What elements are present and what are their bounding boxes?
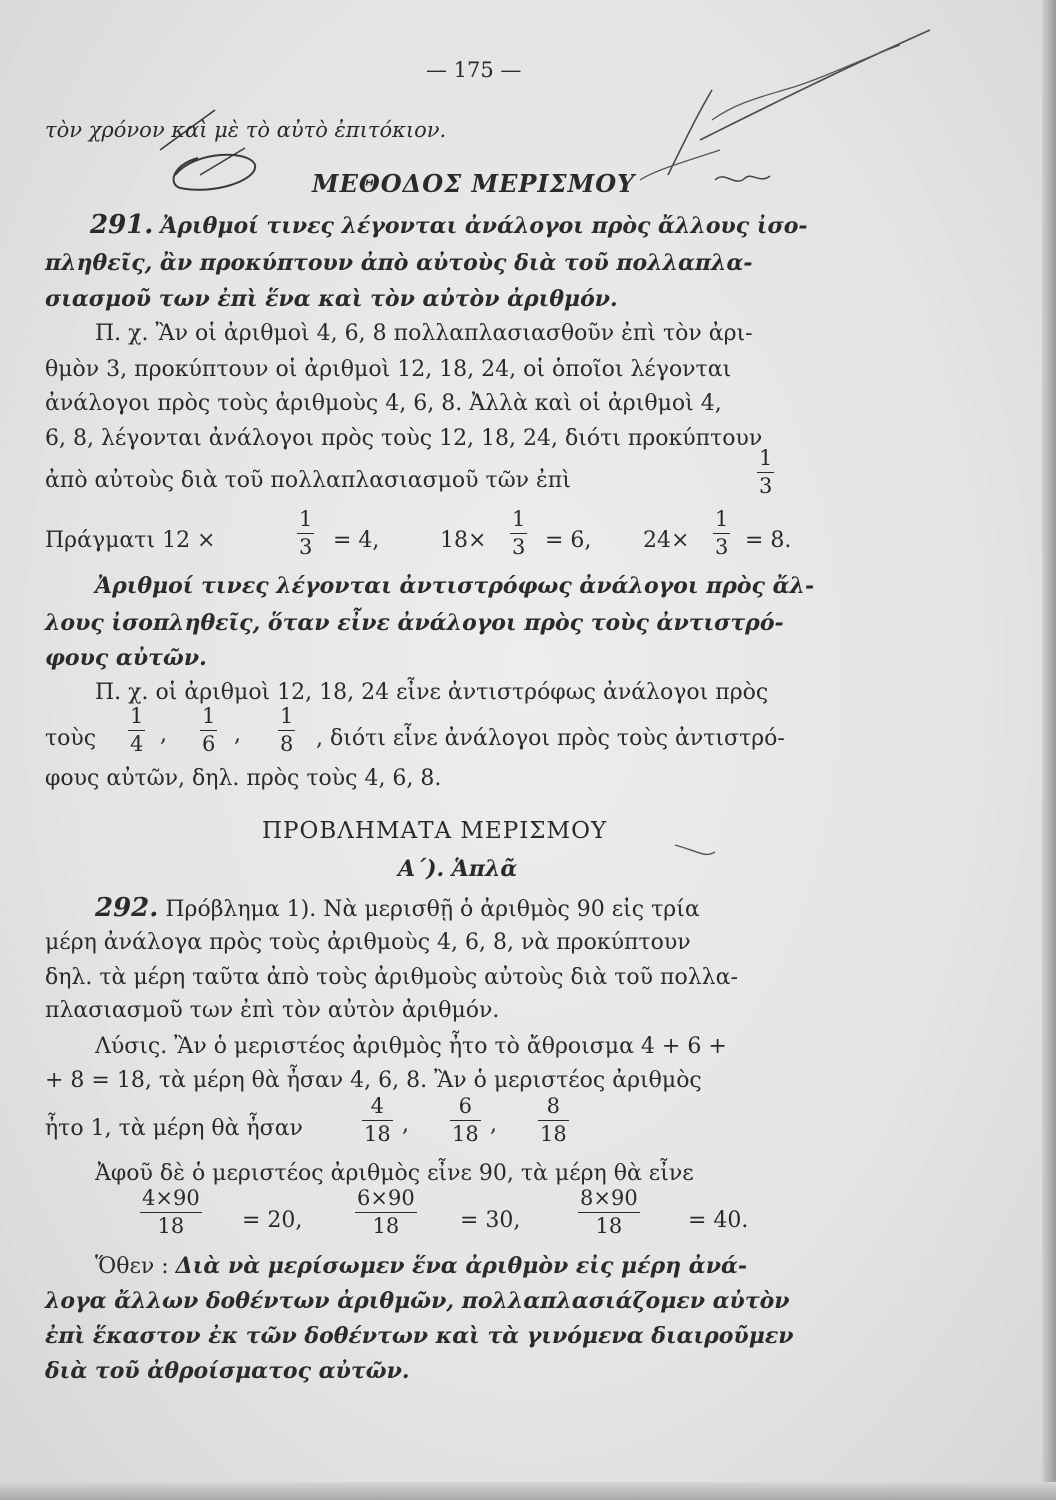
fraction: $\frac{8\times 90}{18}$ xyxy=(580,1186,638,1238)
conclusion-lead: Ὅθεν : xyxy=(95,1254,169,1279)
result-value: = 30, xyxy=(460,1208,521,1233)
separator: , xyxy=(160,722,167,747)
calculation-label: Πράγματι 12 × xyxy=(45,528,216,553)
calculation-term: 18× xyxy=(440,528,487,553)
conclusion-line: διὰ τοῦ ἀθροίσματος αὐτῶν. xyxy=(45,1358,410,1384)
fraction: $\frac{1}{8}$ xyxy=(280,704,294,756)
solution-line: Ἀφοῦ δὲ ὁ μεριστέος ἀριθμὸς εἶνε 90, τὰ μέρη θὰ εἶνε xyxy=(95,1161,694,1186)
definition-line: φους αὐτῶν. xyxy=(45,645,207,671)
result-value: = 40. xyxy=(688,1208,749,1233)
definition-text: Ἀριθμοί τινες λέγονται ἀνάλογοι πρὸς ἄλλους ἰσο- xyxy=(160,213,808,239)
problems-title: ΠΡΟΒΛΗΜΑΤΑ ΜΕΡΙΣΜΟΥ xyxy=(262,818,608,844)
problem-text: Πρόβλημα 1). Νὰ μερισθῇ ὁ ἀριθμὸς 90 εἰς τρία xyxy=(165,897,700,922)
example-line: 6, 8, λέγονται ἀνάλογοι πρὸς τοὺς 12, 18, 24, διότι προκύπτουν xyxy=(45,426,763,451)
solution-line: Λύσις. Ἂν ὁ μεριστέος ἀριθμὸς ἦτο τὸ ἄθροισμα 4 + 6 + xyxy=(95,1034,727,1059)
separator: , xyxy=(490,1112,497,1137)
fraction: $\frac{1}{3}$ xyxy=(512,507,526,559)
separator: , xyxy=(234,722,241,747)
calculation-result: = 6, xyxy=(545,528,592,553)
fraction: $\frac{1}{3}$ xyxy=(299,507,313,559)
fraction: $\frac{1}{3}$ xyxy=(759,446,773,498)
page-edge-bottom xyxy=(0,1482,1056,1500)
example-line: Π. χ. Ἂν οἱ ἀριθμοὶ 4, 6, 8 πολλαπλασιασθοῦν ἐπὶ τὸν ἀρι- xyxy=(95,321,753,346)
example-line: Π. χ. οἱ ἀριθμοὶ 12, 18, 24 εἶνε ἀντιστρόφως ἀνάλογοι πρὸς xyxy=(95,680,769,705)
problem-line: πλασιασμοῦ των ἐπὶ τὸν αὐτὸν ἀριθμόν. xyxy=(45,998,500,1023)
conclusion-line: λογα ἄλλων δοθέντων ἀριθμῶν, πολλαπλασιάζομεν αὐτὸν xyxy=(45,1288,790,1314)
definition-291 xyxy=(90,212,808,238)
conclusion-text: Διὰ νὰ μερίσωμεν ἕνα ἀριθμὸν εἰς μέρη ἀνά- xyxy=(175,1253,748,1279)
definition-line: λους ἰσοπληθεῖς, ὅταν εἶνε ἀνάλογοι πρὸς τοὺς ἀντιστρό- xyxy=(45,610,784,636)
example-line: ἀπὸ αὐτοὺς διὰ τοῦ πολλαπλασιασμοῦ τῶν ἐπὶ xyxy=(45,468,571,493)
example-line: φους αὐτῶν, δηλ. πρὸς τοὺς 4, 6, 8. xyxy=(45,766,442,791)
problems-subtitle: Α΄). Ἁπλᾶ xyxy=(398,856,518,882)
fraction: $\frac{6}{18}$ xyxy=(452,1094,479,1146)
example-line: τοὺς xyxy=(45,726,97,751)
top-line: τὸν χρόνον καὶ μὲ τὸ αὐτὸ ἐπιτόκιον. xyxy=(45,118,447,142)
fraction: $\frac{6\times 90}{18}$ xyxy=(357,1186,415,1238)
problem-line: μέρη ἀνάλογα πρὸς τοὺς ἀριθμοὺς 4, 6, 8, νὰ προκύπτουν xyxy=(45,930,691,955)
example-line: ἀνάλογοι πρὸς τοὺς ἀριθμοὺς 4, 6, 8. Ἀλλὰ καὶ οἱ ἀριθμοὶ 4, xyxy=(45,391,722,416)
calculation-term: 24× xyxy=(643,528,690,553)
result-value: = 20, xyxy=(242,1208,303,1233)
example-line: , διότι εἶνε ἀνάλογοι πρὸς τοὺς ἀντιστρό- xyxy=(316,726,785,751)
fraction: $\frac{1}{3}$ xyxy=(715,507,729,559)
fraction: $\frac{4\times 90}{18}$ xyxy=(142,1186,200,1238)
definition-line: Ἀριθμοί τινες λέγονται ἀντιστρόφως ἀνάλογοι πρὸς ἄλ- xyxy=(95,573,815,599)
paragraph-number: 292. xyxy=(95,893,159,923)
fraction: $\frac{1}{4}$ xyxy=(130,704,144,756)
solution-line: + 8 = 18, τὰ μέρη θὰ ἦσαν 4, 6, 8. Ἂν ὁ μεριστέος ἀριθμὸς xyxy=(45,1068,702,1093)
definition-line: πληθεῖς, ἂν προκύπτουν ἀπὸ αὐτοὺς διὰ τοῦ πολλαπλα- xyxy=(45,250,753,276)
separator: , xyxy=(402,1112,409,1137)
example-line: θμὸν 3, προκύπτουν οἱ ἀριθμοὶ 12, 18, 24, οἱ ὁποῖοι λέγονται xyxy=(45,357,732,382)
conclusion-line xyxy=(95,1255,747,1278)
solution-line: ἦτο 1, τὰ μέρη θὰ ἦσαν xyxy=(45,1116,303,1141)
calculation-result: = 8. xyxy=(745,528,792,553)
page-number: — 175 — xyxy=(426,58,522,82)
fraction: $\frac{4}{18}$ xyxy=(364,1094,391,1146)
paragraph-number: 291. xyxy=(90,210,154,240)
problem-292 xyxy=(95,895,700,921)
definition-line: σιασμοῦ των ἐπὶ ἕνα καὶ τὸν αὐτὸν ἀριθμόν. xyxy=(45,286,618,312)
fraction: $\frac{1}{6}$ xyxy=(202,704,216,756)
section-title: ΜΕΘΟΔΟΣ ΜΕΡΙΣΜΟΥ xyxy=(312,169,636,198)
fraction: $\frac{8}{18}$ xyxy=(540,1094,567,1146)
conclusion-line: ἐπὶ ἕκαστον ἐκ τῶν δοθέντων καὶ τὰ γινόμενα διαιροῦμεν xyxy=(45,1323,794,1349)
problem-line: δηλ. τὰ μέρη ταῦτα ἀπὸ τοὺς ἀριθμοὺς αὐτοὺς διὰ τοῦ πολλα- xyxy=(45,965,738,990)
calculation-result: = 4, xyxy=(333,528,380,553)
